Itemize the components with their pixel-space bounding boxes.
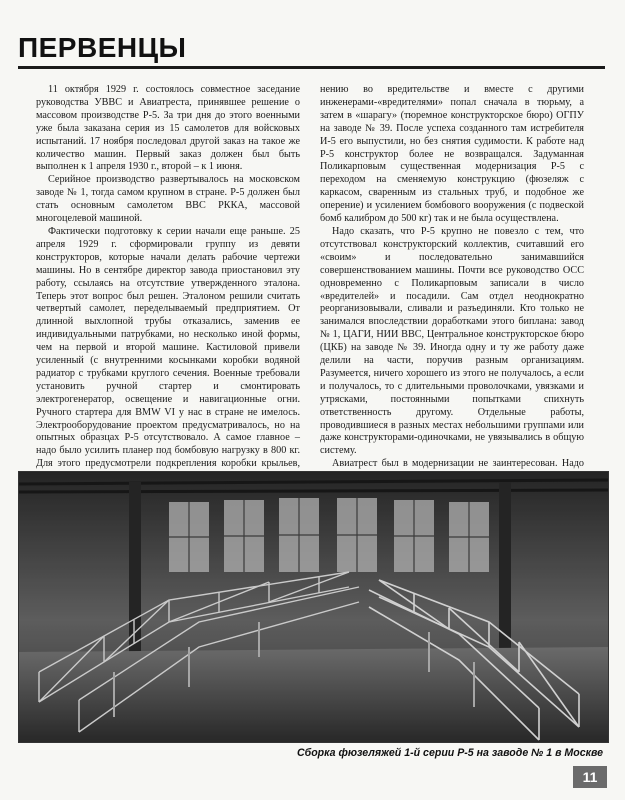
factory-photo [18,471,609,743]
factory-photo-image [19,472,608,742]
right-column [320,84,584,510]
page-header [18,30,605,69]
photo-caption: Сборка фюзеляжей 1-й серии Р-5 на заводе № 1 в Москве [296,747,603,759]
paragraph: Серийное производство развертывалось на московском заводе № 1, тогда самом крупном в стране. Р-5 должен был стать основным самолетом ВВС РККА, массовой многоцелевой машиной. [36,174,300,225]
paragraph: 11 октября 1929 г. состоялось совместное заседание руководства УВВС и Авиатреста, принявшее решение о массовом производстве Р-5. За три дня до этого военными уже была заказана серия из 15 самолетов для войсковых испытаний. 17 ноября последовал другой заказ на такое же количество машин. Первый заказ должен был быть выполнен к 1 апреля 1930 г., второй – к 1 июня. [36,84,300,173]
paragraph: Авиатрест был в модернизации не заинтересован. Надо [332,458,584,470]
page-number: 11 [573,766,607,788]
paragraph: нению во вредительстве и вместе с другими инженерами-«вредителями» попал сначала в тюрьму, а затем в «шарагу» (тюремное конструкторское бюро) ОГПУ на заводе № 39. После успеха созданного там истребителя И-5 его выпустили, но без снятия судимости. К работе над Р-5 конструктор более не возвращался. Задуманная Поликарповым существенная модернизация Р-5 с переходом на сменяемую конструкцию (фюзеляж с каркасом, сваренным из стальных труб, и подобное же оперение) и усилением бомбового вооружения (с подвеской бомб калибром до 500 кг) так и не была осуществлена. [320,84,584,225]
paragraph: Надо сказать, что Р-5 крупно не повезло с тем, что отсутствовал конструкторский коллектив, считавший его «своим» и последовательно занимавшийся совершенствованием машины. Почти все руководство ОСС одновременно с Поликарповым записали в число «вредителей» и посадили. Сам отдел неоднократно реорганизовывали, сливали и разъединяли. Кто только не занимался впоследствии доработками этого биплана: завод № 1, ЦАГИ, НИИ ВВС, Центральное конструкторское бюро (ЦКБ) на заводе № 39. Иногда одну и ту же работу даже делили на части, поручив разным организациям. Разумеется, ничего хорошего из этого не получалось, а если и получалось, то с длительными проволочками, увязками и утрясками, постоянными попытками спихнуть ответственность другому. Отдельные работы, проводившиеся в разных местах небольшими группами или даже конструкторами-одиночками, не увязывались в общую систему. [320,225,584,457]
page-title: ПЕРВЕНЦЫ [18,32,187,63]
left-column [36,84,300,510]
paragraph: Фактически подготовку к серии начали еще раньше. 25 апреля 1929 г. сформировали группу из девяти конструкторов, которые начали делать рабочие чертежи машины. Но в сентябре директор завода приостановил эту работу, ссылаясь на отсутствие утвержденного эталона. Теперь этот вопрос был решен. Эталоном решили считать четвертый самолет, переделываемый предприятием. От длинной выхлопной трубы отказались, заменив ее индивидуальными патрубками, но несколько иной формы, чем на первой и второй машине. Кастиловой привели усиленный (с внутренними косынками коробки водяной радиатор с трубками круглого сечения. Военные требовали установить ручной стартер и смонтировать электрогенератор, освещение и навигационные огни. Ручного стартера для BMW VI у нас в стране не имелось. Электрооборудование проектом предусматривалось, но на опытных образцах Р-5 отсутствовало. А самое главное – надо было усилить планер под бомбовую нагрузку в 800 кг. Для этого предусмотрели подкрепления коробки крыльев, [36,225,300,470]
